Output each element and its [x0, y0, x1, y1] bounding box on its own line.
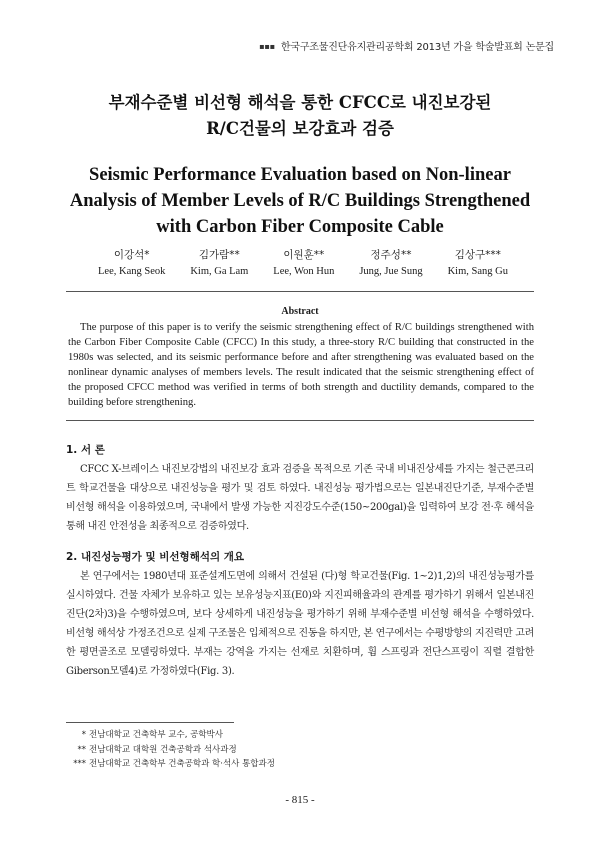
english-title-line-2: Analysis of Member Levels of R/C Buildings Strengthened: [69, 191, 531, 211]
english-title-line-3: with Carbon Fiber Composite Cable: [156, 217, 444, 237]
author: [448, 246, 508, 280]
section-text-overview: 본 연구에서는 1980년대 표준설계도면에 의해서 건설된 (다)형 학교건물(Fig. 1~2)1,2)의 내진성능평가를 실시하였다. 건물 자체가 보유하고 있는 보유성능지표(E0)와 지진피해율과의 관계를 평가하기 위해서 일본내진진단(2차)3)을 수행하였으며, 보다 상세하게 내진성능을 평가하기 위해 부재수준별 비선형 해석을 수행하였다. 비선형 해석상 가정조건으로 실제 구조물은 입체적으로 진동을 하지만, 본 연구에서는 수평방향의 지진력만 고려한 평면골조로 모델링하였다. 부재는 강역을 가지는 선재로 치환하며, 휨 스프링과 전단스프링이 직렬 결합한 Giberson모델4)로 가정하였다(Fig. 3).: [66, 571, 534, 677]
footnote-mark: ***: [73, 759, 86, 769]
korean-title-line-1: 부재수준별 비선형 해석을 통한 CFCC로 내진보강된: [108, 93, 492, 112]
footnote-mark: *: [81, 730, 86, 740]
author: [190, 246, 248, 280]
author-korean-name: 이원훈**: [283, 249, 325, 261]
footnote-rule: [66, 722, 234, 723]
author-list: [98, 246, 508, 280]
section-text-introduction: CFCC X-브레이스 내진보강법의 내진보강 효과 검증을 목적으로 기존 국내 비내진상세를 가지는 철근콘크리트 학교건물을 대상으로 내진성능을 평가 및 검토 하였다. 내진성능 평가법으로는 일본내진단기준, 부재수준별 비선형 해석을 이용하였으며, 국내에서 발생 가능한 지진강도수준(150~200gal)을 입력하여 보강 전·후 해석을 통해 내진 안전성을 최종적으로 검증하였다.: [66, 464, 534, 532]
korean-title-line-2: R/C건물의 보강효과 검증: [206, 119, 394, 138]
author-english-name: Kim, Ga Lam: [190, 266, 249, 277]
abstract-top-rule: [66, 291, 534, 292]
korean-title: [0, 90, 600, 142]
author-korean-name: 김상구***: [454, 249, 501, 261]
abstract-bottom-rule: [66, 420, 534, 421]
footnote: [66, 743, 526, 758]
author: [359, 246, 422, 280]
abstract-text: The purpose of this paper is to verify the seismic strengthening effect of R/C buildings strengthened with the Carbon Fiber Composite Cable (CFCC) In this study, a three-story R/C building that constructed in the 1980s was selected, and its seismic performance before and after strengthening was evaluated based on the nonlinear dynamic analyses of members levels. The result indicated that the seismic strengthening effect of the proposed CFCC method was verified in terms of both strength and ductility demands, compared to the building before strengthening.: [68, 322, 534, 408]
abstract-heading: Abstract: [281, 306, 319, 317]
footnote: [66, 728, 526, 743]
section-heading-introduction: 1. 서 론: [66, 444, 105, 456]
footnote: [66, 757, 526, 772]
footnote-text: 전남대학교 대학원 건축공학과 석사과정: [89, 744, 237, 755]
footnote-mark: **: [77, 744, 86, 755]
author-english-name: Lee, Won Hun: [273, 266, 335, 277]
english-title-line-1: Seismic Performance Evaluation based on Non-linear: [89, 165, 511, 185]
author: [98, 246, 165, 280]
dots-grid-icon: ▪︎▪︎▪︎: [259, 42, 275, 51]
author-korean-name: 김가람**: [198, 249, 240, 261]
author-english-name: Lee, Kang Seok: [98, 266, 166, 277]
author-english-name: Jung, Jue Sung: [359, 266, 423, 277]
running-header: [259, 38, 554, 53]
section-heading-overview: 2. 내진성능평가 및 비선형해석의 개요: [66, 551, 245, 563]
author-korean-name: 이강석*: [113, 249, 150, 261]
footnote-text: 전남대학교 건축학부 교수, 공학박사: [89, 730, 223, 740]
footnote-text: 전남대학교 건축학부 건축공학과 학·석사 통합과정: [89, 759, 275, 769]
conference-name: 한국구조물진단유지관리공학회 2013년 가을 학술발표회 논문집: [280, 42, 554, 53]
author-english-name: Kim, Sang Gu: [447, 266, 508, 277]
page-number: - 815 -: [285, 794, 315, 806]
footnote-list: [66, 728, 526, 772]
english-title: [0, 162, 600, 240]
author: [273, 246, 334, 280]
author-korean-name: 정주성**: [370, 249, 412, 261]
